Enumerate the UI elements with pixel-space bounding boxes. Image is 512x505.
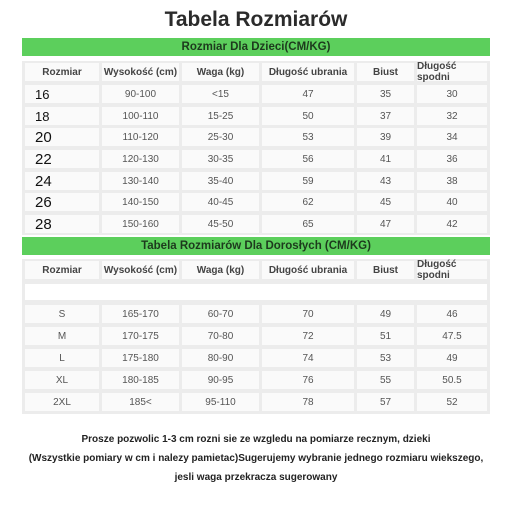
table-cell: Biust: [357, 63, 414, 81]
table-cell: S: [25, 305, 99, 323]
table-row: [22, 325, 490, 347]
table-row: [22, 369, 490, 391]
table-cell: 49: [417, 349, 487, 367]
table-cell: Waga (kg): [182, 63, 259, 81]
table-row: [22, 191, 490, 213]
table-cell: 30-35: [182, 150, 259, 168]
table-cell: 50.5: [417, 371, 487, 389]
table-row: [22, 126, 490, 148]
table-cell: Długość ubrania: [262, 63, 354, 81]
table-row: [22, 105, 490, 127]
table-cell: 78: [262, 393, 354, 411]
table-row: [22, 213, 490, 235]
table-cell: 20: [25, 128, 99, 146]
kids-size-table: [22, 61, 490, 235]
table-cell: 18: [25, 107, 99, 125]
table-cell: 74: [262, 349, 354, 367]
table-row: [22, 347, 490, 369]
note-line-2: (Wszystkie pomiary w cm i nalezy pamietac)Sugerujemy wybranie jednego rozmiaru wiekszego,: [28, 453, 484, 464]
table-cell: 150-160: [102, 215, 179, 233]
table-cell: 59: [262, 172, 354, 190]
table-cell: 50: [262, 107, 354, 125]
table-cell: 95-110: [182, 393, 259, 411]
table-cell: 130-140: [102, 172, 179, 190]
table-cell: 16: [25, 85, 99, 103]
table-cell: 26: [25, 193, 99, 211]
page-title: Tabela Rozmiarów: [164, 8, 348, 31]
table-cell: 80-90: [182, 349, 259, 367]
table-cell: Biust: [357, 261, 414, 279]
table-cell: 40-45: [182, 193, 259, 211]
table-cell: 55: [357, 371, 414, 389]
table-cell: 47: [262, 85, 354, 103]
table-cell: 28: [25, 215, 99, 233]
table-cell: 45: [357, 193, 414, 211]
table-cell: 45-50: [182, 215, 259, 233]
table-cell: 42: [417, 215, 487, 233]
table-cell: 57: [357, 393, 414, 411]
table-row: [22, 170, 490, 192]
table-cell: 65: [262, 215, 354, 233]
table-cell: 56: [262, 150, 354, 168]
table-cell: <15: [182, 85, 259, 103]
table-cell: 180-185: [102, 371, 179, 389]
table-cell: 36: [417, 150, 487, 168]
note-line-3: jesli waga przekracza sugerowany: [174, 472, 338, 483]
table-cell: 40: [417, 193, 487, 211]
table-cell: 140-150: [102, 193, 179, 211]
table-cell: 53: [357, 349, 414, 367]
table-cell: M: [25, 327, 99, 345]
table-cell: 43: [357, 172, 414, 190]
table-cell: 37: [357, 107, 414, 125]
table-cell: 62: [262, 193, 354, 211]
table-cell: 35-40: [182, 172, 259, 190]
table-cell: 165-170: [102, 305, 179, 323]
table-cell: 41: [357, 150, 414, 168]
table-cell: Rozmiar: [25, 63, 99, 81]
table-cell: 110-120: [102, 128, 179, 146]
table-cell: 170-175: [102, 327, 179, 345]
table-cell: L: [25, 349, 99, 367]
table-header-row: [22, 259, 490, 281]
table-cell: 49: [357, 305, 414, 323]
table-cell: Wysokość (cm): [102, 261, 179, 279]
table-cell: 51: [357, 327, 414, 345]
table-cell: 90-95: [182, 371, 259, 389]
table-cell: 53: [262, 128, 354, 146]
table-cell: Rozmiar: [25, 261, 99, 279]
table-row: [22, 83, 490, 105]
table-cell: 175-180: [102, 349, 179, 367]
table-row: [22, 303, 490, 325]
table-cell: Waga (kg): [182, 261, 259, 279]
kids-header-bar: Rozmiar Dla Dzieci(CM/KG): [22, 38, 490, 56]
table-cell: 39: [357, 128, 414, 146]
table-cell: 32: [417, 107, 487, 125]
table-cell: XL: [25, 371, 99, 389]
table-cell: 22: [25, 150, 99, 168]
table-cell: 46: [417, 305, 487, 323]
table-cell: 15-25: [182, 107, 259, 125]
table-cell: 35: [357, 85, 414, 103]
table-cell: Długość spodni: [417, 63, 487, 81]
blank-row: [22, 281, 490, 303]
table-cell: 70-80: [182, 327, 259, 345]
table-cell: 90-100: [102, 85, 179, 103]
table-header-row: [22, 61, 490, 83]
table-cell: 100-110: [102, 107, 179, 125]
table-cell: 47.5: [417, 327, 487, 345]
adults-header-bar: Tabela Rozmiarów Dla Dorosłych (CM/KG): [22, 237, 490, 255]
table-cell: Długość ubrania: [262, 261, 354, 279]
table-cell: 60-70: [182, 305, 259, 323]
adults-size-table: [22, 259, 490, 414]
table-row: [22, 391, 490, 413]
table-cell: 72: [262, 327, 354, 345]
table-row: [22, 148, 490, 170]
table-cell: 34: [417, 128, 487, 146]
table-cell: 52: [417, 393, 487, 411]
table-cell: 76: [262, 371, 354, 389]
note-line-1: Prosze pozwolic 1-3 cm rozni sie ze wzgledu na pomiarze recznym, dzieki: [81, 434, 431, 445]
table-cell: 70: [262, 305, 354, 323]
table-cell: Długość spodni: [417, 261, 487, 279]
blank-cell: [25, 284, 487, 300]
table-cell: 2XL: [25, 393, 99, 411]
table-cell: 38: [417, 172, 487, 190]
table-cell: Wysokość (cm): [102, 63, 179, 81]
table-cell: 25-30: [182, 128, 259, 146]
table-cell: 24: [25, 172, 99, 190]
table-cell: 185<: [102, 393, 179, 411]
table-cell: 47: [357, 215, 414, 233]
table-cell: 120-130: [102, 150, 179, 168]
table-cell: 30: [417, 85, 487, 103]
